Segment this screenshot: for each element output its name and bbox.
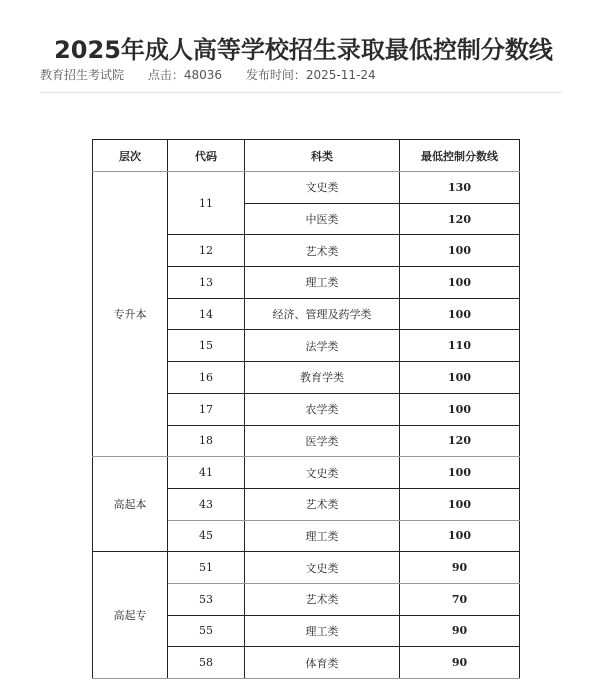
code-cell: 12 bbox=[168, 235, 245, 267]
score-cell: 130 bbox=[400, 172, 520, 204]
level-cell: 专升本 bbox=[93, 172, 168, 457]
table-row bbox=[93, 172, 520, 204]
score-cell: 90 bbox=[400, 615, 520, 647]
score-table-container bbox=[92, 139, 520, 679]
code-cell: 55 bbox=[168, 615, 245, 647]
category-cell: 文史类 bbox=[245, 172, 400, 204]
header-code: 代码 bbox=[168, 140, 245, 172]
source-label: 教育招生考试院 bbox=[40, 68, 125, 82]
score-cell: 100 bbox=[400, 362, 520, 394]
score-cell: 70 bbox=[400, 583, 520, 615]
table-row bbox=[93, 552, 520, 584]
code-cell: 13 bbox=[168, 267, 245, 299]
code-cell: 15 bbox=[168, 330, 245, 362]
code-cell: 14 bbox=[168, 298, 245, 330]
score-cell: 100 bbox=[400, 267, 520, 299]
category-cell: 理工类 bbox=[245, 267, 400, 299]
header-category: 科类 bbox=[245, 140, 400, 172]
category-cell: 艺术类 bbox=[245, 488, 400, 520]
code-cell: 51 bbox=[168, 552, 245, 584]
score-cell: 100 bbox=[400, 235, 520, 267]
score-cell: 120 bbox=[400, 425, 520, 457]
category-cell: 法学类 bbox=[245, 330, 400, 362]
category-cell: 艺术类 bbox=[245, 583, 400, 615]
code-cell: 11 bbox=[168, 172, 245, 235]
code-cell: 43 bbox=[168, 488, 245, 520]
code-cell: 41 bbox=[168, 457, 245, 489]
score-cell: 110 bbox=[400, 330, 520, 362]
score-cell: 100 bbox=[400, 393, 520, 425]
category-cell: 医学类 bbox=[245, 425, 400, 457]
header-score: 最低控制分数线 bbox=[400, 140, 520, 172]
score-cell: 100 bbox=[400, 520, 520, 552]
click-count: 点击：48036 bbox=[147, 68, 223, 82]
table-row bbox=[93, 457, 520, 489]
code-cell: 53 bbox=[168, 583, 245, 615]
divider bbox=[40, 92, 562, 93]
score-cell: 120 bbox=[400, 203, 520, 235]
score-table bbox=[92, 139, 520, 679]
publish-date: 发布时间：2025-11-24 bbox=[245, 68, 376, 82]
category-cell: 农学类 bbox=[245, 393, 400, 425]
level-cell: 高起本 bbox=[93, 457, 168, 552]
table-header-row bbox=[93, 140, 520, 172]
header-level: 层次 bbox=[93, 140, 168, 172]
level-cell: 高起专 bbox=[93, 552, 168, 679]
code-cell: 17 bbox=[168, 393, 245, 425]
score-cell: 100 bbox=[400, 488, 520, 520]
score-cell: 90 bbox=[400, 552, 520, 584]
score-cell: 90 bbox=[400, 647, 520, 679]
score-cell: 100 bbox=[400, 298, 520, 330]
code-cell: 45 bbox=[168, 520, 245, 552]
page-title: 2025年成人高等学校招生录取最低控制分数线 bbox=[54, 36, 553, 65]
category-cell: 理工类 bbox=[245, 615, 400, 647]
code-cell: 58 bbox=[168, 647, 245, 679]
category-cell: 艺术类 bbox=[245, 235, 400, 267]
category-cell: 教育学类 bbox=[245, 362, 400, 394]
category-cell: 文史类 bbox=[245, 552, 400, 584]
code-cell: 16 bbox=[168, 362, 245, 394]
code-cell: 18 bbox=[168, 425, 245, 457]
article-meta bbox=[40, 66, 396, 83]
category-cell: 体育类 bbox=[245, 647, 400, 679]
category-cell: 理工类 bbox=[245, 520, 400, 552]
score-cell: 100 bbox=[400, 457, 520, 489]
category-cell: 经济、管理及药学类 bbox=[245, 298, 400, 330]
category-cell: 中医类 bbox=[245, 203, 400, 235]
category-cell: 文史类 bbox=[245, 457, 400, 489]
